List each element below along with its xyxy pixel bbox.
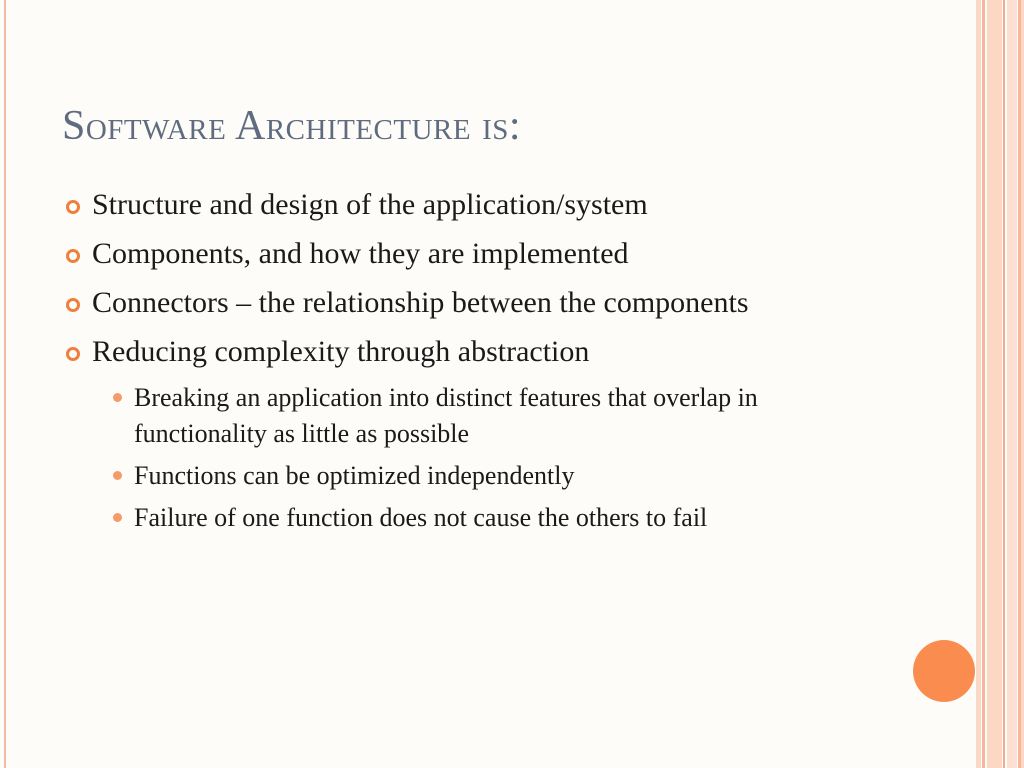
stripe — [982, 0, 985, 768]
stripe — [1007, 0, 1017, 768]
bullet-item — [62, 233, 862, 275]
stripe — [976, 0, 981, 768]
bullet-item — [62, 184, 862, 226]
filled-dot-bullet-icon — [113, 513, 122, 522]
filled-dot-bullet-icon — [113, 471, 122, 480]
stripe — [987, 0, 1002, 768]
bullet-item — [62, 282, 862, 324]
hollow-circle-bullet-icon — [66, 347, 80, 361]
left-border-decoration — [0, 0, 6, 768]
filled-dot-bullet-icon — [113, 393, 122, 402]
hollow-circle-bullet-icon — [66, 298, 80, 312]
orange-circle-decoration — [913, 640, 975, 702]
bullet-list — [62, 184, 862, 542]
hollow-circle-bullet-icon — [66, 200, 80, 214]
sub-bullet-item — [104, 380, 862, 452]
bullet-text: Reducing complexity through abstraction — [92, 335, 590, 368]
bullet-item — [62, 331, 862, 373]
bullet-text: Connectors – the relationship between the components — [92, 286, 749, 319]
sub-bullet-text: Breaking an application into distinct features that overlap in functionality as little as possible — [134, 383, 758, 448]
sub-bullet-item — [104, 458, 862, 494]
right-stripes-decoration — [976, 0, 1024, 768]
sub-bullet-text: Failure of one function does not cause the others to fail — [134, 503, 708, 532]
bullet-text: Components, and how they are implemented — [92, 237, 629, 270]
sub-bullet-item — [104, 500, 862, 536]
hollow-circle-bullet-icon — [66, 249, 80, 263]
sub-bullet-text: Functions can be optimized independently — [134, 461, 575, 490]
stripe — [1003, 0, 1005, 768]
bullet-text: Structure and design of the application/system — [92, 188, 648, 221]
slide-title: Software Architecture is: — [62, 103, 522, 149]
